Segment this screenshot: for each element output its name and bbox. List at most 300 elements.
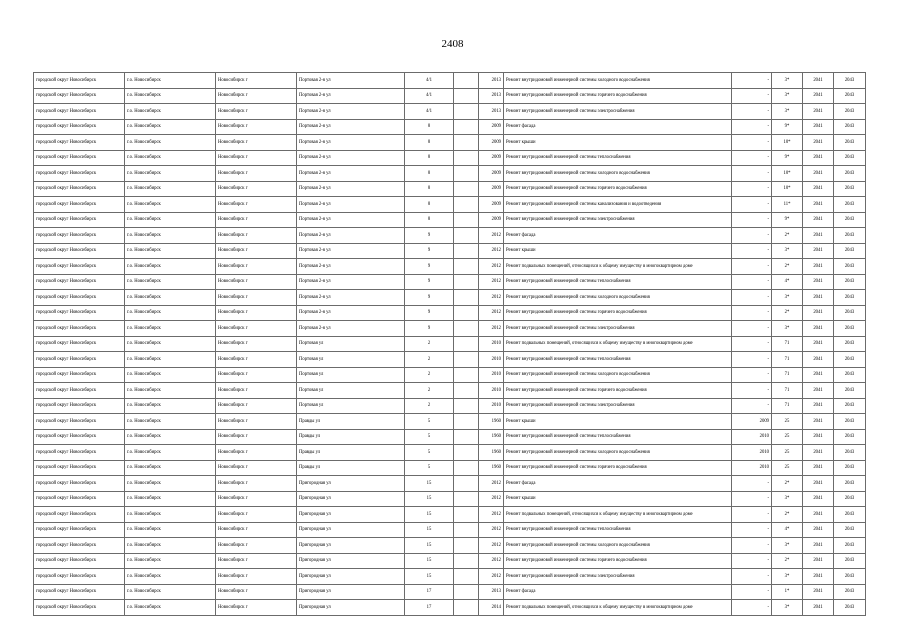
cell-year-built: 2009 bbox=[479, 197, 504, 213]
table-row bbox=[34, 367, 866, 383]
cell-work-type: Ремонт внутридомовой инженерной системы горячего водоснабжения bbox=[504, 383, 732, 399]
table-row bbox=[34, 429, 866, 445]
cell-city: Новосибирск г bbox=[216, 383, 297, 399]
cell-street: Портовая ул bbox=[297, 336, 405, 352]
cell-year-built: 2013 bbox=[479, 73, 504, 89]
cell-city: Новосибирск г bbox=[216, 507, 297, 523]
cell-house: 17 bbox=[405, 600, 454, 616]
cell-wear: 9* bbox=[772, 119, 803, 135]
cell-street: Пригородная ул bbox=[297, 491, 405, 507]
cell-city: Новосибирск г bbox=[216, 290, 297, 306]
cell-district: г.о. Новосибирск bbox=[125, 197, 216, 213]
cell-plan-start-year: 2041 bbox=[803, 150, 834, 166]
table-row bbox=[34, 135, 866, 151]
cell-work-type: Ремонт внутридомовой инженерной системы холодного водоснабжения bbox=[504, 367, 732, 383]
cell-plan-start-year: 2041 bbox=[803, 104, 834, 120]
cell-last-repair-year: - bbox=[732, 600, 772, 616]
cell-district: г.о. Новосибирск bbox=[125, 569, 216, 585]
cell-street: Портовая 2-я ул bbox=[297, 104, 405, 120]
cell-municipality: городской округ Новосибирск bbox=[34, 119, 125, 135]
cell-building bbox=[454, 243, 479, 259]
table-row bbox=[34, 553, 866, 569]
cell-municipality: городской округ Новосибирск bbox=[34, 476, 125, 492]
cell-district: г.о. Новосибирск bbox=[125, 538, 216, 554]
cell-wear: 9* bbox=[772, 212, 803, 228]
cell-work-type: Ремонт внутридомовой инженерной системы холодного водоснабжения bbox=[504, 166, 732, 182]
cell-year-built: 2014 bbox=[479, 600, 504, 616]
cell-municipality: городской округ Новосибирск bbox=[34, 243, 125, 259]
table-row bbox=[34, 584, 866, 600]
cell-last-repair-year: - bbox=[732, 367, 772, 383]
cell-work-type: Ремонт внутридомовой инженерной системы горячего водоснабжения bbox=[504, 305, 732, 321]
table-row bbox=[34, 88, 866, 104]
cell-district: г.о. Новосибирск bbox=[125, 584, 216, 600]
cell-house: 15 bbox=[405, 507, 454, 523]
cell-plan-end-year: 2043 bbox=[834, 538, 866, 554]
cell-street: Портовая ул bbox=[297, 367, 405, 383]
cell-house: 4/1 bbox=[405, 104, 454, 120]
cell-municipality: городской округ Новосибирск bbox=[34, 150, 125, 166]
cell-street: Пригородная ул bbox=[297, 584, 405, 600]
cell-house: 8 bbox=[405, 197, 454, 213]
cell-district: г.о. Новосибирск bbox=[125, 181, 216, 197]
table-row bbox=[34, 336, 866, 352]
cell-wear: 3* bbox=[772, 290, 803, 306]
cell-municipality: городской округ Новосибирск bbox=[34, 336, 125, 352]
cell-city: Новосибирск г bbox=[216, 243, 297, 259]
cell-work-type: Ремонт подвальных помещений, относящихся к общему имуществу в многоквартирном доме bbox=[504, 259, 732, 275]
cell-work-type: Ремонт внутридомовой инженерной системы горячего водоснабжения bbox=[504, 553, 732, 569]
cell-district: г.о. Новосибирск bbox=[125, 383, 216, 399]
cell-year-built: 2009 bbox=[479, 135, 504, 151]
cell-work-type: Ремонт крыши bbox=[504, 135, 732, 151]
cell-street: Портовая 2-я ул bbox=[297, 228, 405, 244]
cell-plan-start-year: 2041 bbox=[803, 553, 834, 569]
cell-building bbox=[454, 73, 479, 89]
cell-year-built: 1960 bbox=[479, 429, 504, 445]
table-row bbox=[34, 305, 866, 321]
cell-last-repair-year: - bbox=[732, 569, 772, 585]
cell-municipality: городской округ Новосибирск bbox=[34, 584, 125, 600]
cell-municipality: городской округ Новосибирск bbox=[34, 553, 125, 569]
cell-plan-end-year: 2043 bbox=[834, 367, 866, 383]
cell-plan-end-year: 2043 bbox=[834, 600, 866, 616]
cell-city: Новосибирск г bbox=[216, 274, 297, 290]
cell-plan-end-year: 2043 bbox=[834, 553, 866, 569]
cell-year-built: 2012 bbox=[479, 243, 504, 259]
cell-plan-end-year: 2043 bbox=[834, 73, 866, 89]
cell-plan-start-year: 2041 bbox=[803, 569, 834, 585]
cell-last-repair-year: - bbox=[732, 522, 772, 538]
table-row bbox=[34, 398, 866, 414]
cell-year-built: 1960 bbox=[479, 445, 504, 461]
cell-wear: 3* bbox=[772, 321, 803, 337]
cell-city: Новосибирск г bbox=[216, 150, 297, 166]
cell-wear: 2* bbox=[772, 507, 803, 523]
cell-street: Портовая 2-я ул bbox=[297, 321, 405, 337]
cell-plan-start-year: 2041 bbox=[803, 305, 834, 321]
cell-year-built: 1960 bbox=[479, 460, 504, 476]
cell-municipality: городской округ Новосибирск bbox=[34, 197, 125, 213]
cell-plan-start-year: 2041 bbox=[803, 367, 834, 383]
cell-wear: 25 bbox=[772, 429, 803, 445]
cell-work-type: Ремонт внутридомовой инженерной системы электроснабжения bbox=[504, 398, 732, 414]
cell-wear: 2* bbox=[772, 259, 803, 275]
cell-plan-end-year: 2043 bbox=[834, 290, 866, 306]
cell-year-built: 2009 bbox=[479, 150, 504, 166]
cell-wear: 71 bbox=[772, 336, 803, 352]
cell-district: г.о. Новосибирск bbox=[125, 290, 216, 306]
cell-last-repair-year: - bbox=[732, 181, 772, 197]
cell-building bbox=[454, 600, 479, 616]
cell-house: 8 bbox=[405, 181, 454, 197]
cell-plan-start-year: 2041 bbox=[803, 584, 834, 600]
cell-plan-start-year: 2041 bbox=[803, 259, 834, 275]
table-row bbox=[34, 73, 866, 89]
cell-plan-end-year: 2043 bbox=[834, 383, 866, 399]
cell-work-type: Ремонт внутридомовой инженерной системы электроснабжения bbox=[504, 212, 732, 228]
cell-plan-start-year: 2041 bbox=[803, 460, 834, 476]
table-row bbox=[34, 538, 866, 554]
table-row bbox=[34, 321, 866, 337]
cell-district: г.о. Новосибирск bbox=[125, 135, 216, 151]
cell-plan-end-year: 2043 bbox=[834, 88, 866, 104]
cell-wear: 4* bbox=[772, 274, 803, 290]
table-row bbox=[34, 274, 866, 290]
cell-wear: 3* bbox=[772, 104, 803, 120]
cell-house: 9 bbox=[405, 243, 454, 259]
cell-year-built: 2013 bbox=[479, 88, 504, 104]
cell-wear: 9* bbox=[772, 150, 803, 166]
table-row bbox=[34, 212, 866, 228]
cell-municipality: городской округ Новосибирск bbox=[34, 305, 125, 321]
cell-district: г.о. Новосибирск bbox=[125, 600, 216, 616]
cell-plan-start-year: 2041 bbox=[803, 476, 834, 492]
cell-plan-end-year: 2043 bbox=[834, 491, 866, 507]
cell-year-built: 2010 bbox=[479, 367, 504, 383]
cell-last-repair-year: - bbox=[732, 166, 772, 182]
cell-plan-start-year: 2041 bbox=[803, 243, 834, 259]
cell-district: г.о. Новосибирск bbox=[125, 88, 216, 104]
cell-last-repair-year: - bbox=[732, 398, 772, 414]
cell-plan-end-year: 2043 bbox=[834, 166, 866, 182]
cell-street: Портовая 2-я ул bbox=[297, 212, 405, 228]
cell-municipality: городской округ Новосибирск bbox=[34, 88, 125, 104]
cell-year-built: 2010 bbox=[479, 336, 504, 352]
cell-building bbox=[454, 460, 479, 476]
cell-district: г.о. Новосибирск bbox=[125, 243, 216, 259]
cell-year-built: 2012 bbox=[479, 259, 504, 275]
cell-street: Пригородная ул bbox=[297, 538, 405, 554]
table-row bbox=[34, 150, 866, 166]
cell-year-built: 2009 bbox=[479, 212, 504, 228]
cell-wear: 25 bbox=[772, 445, 803, 461]
cell-wear: 25 bbox=[772, 414, 803, 430]
cell-building bbox=[454, 584, 479, 600]
cell-plan-start-year: 2041 bbox=[803, 538, 834, 554]
cell-building bbox=[454, 336, 479, 352]
cell-district: г.о. Новосибирск bbox=[125, 445, 216, 461]
cell-municipality: городской округ Новосибирск bbox=[34, 290, 125, 306]
cell-work-type: Ремонт внутридомовой инженерной системы холодного водоснабжения bbox=[504, 73, 732, 89]
cell-street: Портовая 2-я ул bbox=[297, 73, 405, 89]
cell-wear: 3* bbox=[772, 243, 803, 259]
cell-last-repair-year: - bbox=[732, 243, 772, 259]
cell-work-type: Ремонт внутридомовой инженерной системы холодного водоснабжения bbox=[504, 290, 732, 306]
cell-wear: 2* bbox=[772, 228, 803, 244]
cell-city: Новосибирск г bbox=[216, 259, 297, 275]
cell-plan-end-year: 2043 bbox=[834, 119, 866, 135]
cell-year-built: 2009 bbox=[479, 181, 504, 197]
cell-street: Портовая 2-я ул bbox=[297, 119, 405, 135]
cell-district: г.о. Новосибирск bbox=[125, 429, 216, 445]
table-row bbox=[34, 228, 866, 244]
cell-house: 4/1 bbox=[405, 88, 454, 104]
cell-city: Новосибирск г bbox=[216, 553, 297, 569]
cell-city: Новосибирск г bbox=[216, 119, 297, 135]
cell-plan-end-year: 2043 bbox=[834, 212, 866, 228]
cell-city: Новосибирск г bbox=[216, 445, 297, 461]
cell-city: Новосибирск г bbox=[216, 104, 297, 120]
cell-city: Новосибирск г bbox=[216, 212, 297, 228]
cell-building bbox=[454, 197, 479, 213]
cell-plan-start-year: 2041 bbox=[803, 73, 834, 89]
cell-district: г.о. Новосибирск bbox=[125, 367, 216, 383]
cell-street: Правды ул bbox=[297, 460, 405, 476]
cell-building bbox=[454, 321, 479, 337]
cell-street: Портовая ул bbox=[297, 398, 405, 414]
cell-building bbox=[454, 228, 479, 244]
cell-city: Новосибирск г bbox=[216, 414, 297, 430]
cell-plan-end-year: 2043 bbox=[834, 584, 866, 600]
cell-street: Портовая 2-я ул bbox=[297, 197, 405, 213]
cell-street: Пригородная ул bbox=[297, 569, 405, 585]
cell-year-built: 2013 bbox=[479, 584, 504, 600]
cell-city: Новосибирск г bbox=[216, 197, 297, 213]
cell-plan-end-year: 2043 bbox=[834, 476, 866, 492]
cell-building bbox=[454, 445, 479, 461]
cell-house: 9 bbox=[405, 274, 454, 290]
table-body bbox=[34, 73, 866, 616]
cell-street: Правды ул bbox=[297, 445, 405, 461]
cell-street: Портовая ул bbox=[297, 383, 405, 399]
cell-district: г.о. Новосибирск bbox=[125, 150, 216, 166]
cell-work-type: Ремонт крыши bbox=[504, 491, 732, 507]
cell-house: 2 bbox=[405, 383, 454, 399]
cell-wear: 25 bbox=[772, 460, 803, 476]
cell-year-built: 2009 bbox=[479, 166, 504, 182]
table-row bbox=[34, 352, 866, 368]
cell-last-repair-year: - bbox=[732, 73, 772, 89]
cell-street: Пригородная ул bbox=[297, 476, 405, 492]
cell-plan-start-year: 2041 bbox=[803, 336, 834, 352]
cell-municipality: городской округ Новосибирск bbox=[34, 460, 125, 476]
cell-building bbox=[454, 104, 479, 120]
cell-building bbox=[454, 274, 479, 290]
cell-street: Пригородная ул bbox=[297, 522, 405, 538]
cell-city: Новосибирск г bbox=[216, 600, 297, 616]
cell-building bbox=[454, 305, 479, 321]
cell-municipality: городской округ Новосибирск bbox=[34, 73, 125, 89]
cell-street: Портовая 2-я ул bbox=[297, 274, 405, 290]
cell-year-built: 2010 bbox=[479, 398, 504, 414]
cell-last-repair-year: - bbox=[732, 119, 772, 135]
cell-work-type: Ремонт внутридомовой инженерной системы холодного водоснабжения bbox=[504, 445, 732, 461]
cell-plan-end-year: 2043 bbox=[834, 336, 866, 352]
cell-house: 17 bbox=[405, 584, 454, 600]
cell-municipality: городской округ Новосибирск bbox=[34, 383, 125, 399]
cell-plan-end-year: 2043 bbox=[834, 274, 866, 290]
cell-work-type: Ремонт фасада bbox=[504, 476, 732, 492]
cell-wear: 71 bbox=[772, 367, 803, 383]
cell-municipality: городской округ Новосибирск bbox=[34, 507, 125, 523]
cell-street: Пригородная ул bbox=[297, 507, 405, 523]
cell-plan-end-year: 2043 bbox=[834, 445, 866, 461]
cell-street: Портовая 2-я ул bbox=[297, 150, 405, 166]
cell-work-type: Ремонт крыши bbox=[504, 414, 732, 430]
cell-last-repair-year: - bbox=[732, 491, 772, 507]
cell-district: г.о. Новосибирск bbox=[125, 352, 216, 368]
cell-wear: 1* bbox=[772, 584, 803, 600]
cell-last-repair-year: - bbox=[732, 476, 772, 492]
table-row bbox=[34, 414, 866, 430]
cell-municipality: городской округ Новосибирск bbox=[34, 166, 125, 182]
cell-plan-start-year: 2041 bbox=[803, 290, 834, 306]
cell-house: 8 bbox=[405, 135, 454, 151]
cell-year-built: 2012 bbox=[479, 476, 504, 492]
cell-house: 15 bbox=[405, 476, 454, 492]
cell-building bbox=[454, 259, 479, 275]
cell-work-type: Ремонт крыши bbox=[504, 243, 732, 259]
cell-work-type: Ремонт фасада bbox=[504, 119, 732, 135]
cell-house: 4/1 bbox=[405, 73, 454, 89]
cell-city: Новосибирск г bbox=[216, 305, 297, 321]
cell-plan-end-year: 2043 bbox=[834, 352, 866, 368]
cell-plan-start-year: 2041 bbox=[803, 383, 834, 399]
cell-municipality: городской округ Новосибирск bbox=[34, 398, 125, 414]
table-row bbox=[34, 522, 866, 538]
cell-plan-start-year: 2041 bbox=[803, 181, 834, 197]
cell-last-repair-year: 2010 bbox=[732, 460, 772, 476]
cell-building bbox=[454, 290, 479, 306]
cell-district: г.о. Новосибирск bbox=[125, 104, 216, 120]
cell-municipality: городской округ Новосибирск bbox=[34, 181, 125, 197]
cell-street: Портовая 2-я ул bbox=[297, 135, 405, 151]
cell-street: Правды ул bbox=[297, 429, 405, 445]
cell-municipality: городской округ Новосибирск bbox=[34, 104, 125, 120]
cell-plan-start-year: 2041 bbox=[803, 445, 834, 461]
cell-plan-start-year: 2041 bbox=[803, 274, 834, 290]
cell-building bbox=[454, 414, 479, 430]
cell-plan-start-year: 2041 bbox=[803, 491, 834, 507]
cell-wear: 3* bbox=[772, 538, 803, 554]
cell-wear: 3* bbox=[772, 569, 803, 585]
cell-last-repair-year: - bbox=[732, 352, 772, 368]
cell-work-type: Ремонт подвальных помещений, относящихся к общему имуществу в многоквартирном доме bbox=[504, 336, 732, 352]
cell-district: г.о. Новосибирск bbox=[125, 259, 216, 275]
cell-plan-end-year: 2043 bbox=[834, 228, 866, 244]
cell-building bbox=[454, 88, 479, 104]
cell-house: 15 bbox=[405, 569, 454, 585]
cell-plan-start-year: 2041 bbox=[803, 321, 834, 337]
cell-wear: 10* bbox=[772, 135, 803, 151]
cell-work-type: Ремонт подвальных помещений, относящихся к общему имуществу в многоквартирном доме bbox=[504, 507, 732, 523]
cell-city: Новосибирск г bbox=[216, 569, 297, 585]
cell-work-type: Ремонт внутридомовой инженерной системы теплоснабжения bbox=[504, 352, 732, 368]
cell-building bbox=[454, 476, 479, 492]
cell-building bbox=[454, 429, 479, 445]
cell-house: 5 bbox=[405, 460, 454, 476]
cell-district: г.о. Новосибирск bbox=[125, 336, 216, 352]
cell-city: Новосибирск г bbox=[216, 181, 297, 197]
cell-plan-start-year: 2041 bbox=[803, 398, 834, 414]
cell-district: г.о. Новосибирск bbox=[125, 476, 216, 492]
cell-city: Новосибирск г bbox=[216, 460, 297, 476]
cell-plan-start-year: 2041 bbox=[803, 119, 834, 135]
cell-building bbox=[454, 553, 479, 569]
cell-year-built: 2012 bbox=[479, 522, 504, 538]
cell-year-built: 2012 bbox=[479, 553, 504, 569]
cell-district: г.о. Новосибирск bbox=[125, 305, 216, 321]
cell-house: 9 bbox=[405, 259, 454, 275]
cell-city: Новосибирск г bbox=[216, 367, 297, 383]
cell-house: 15 bbox=[405, 491, 454, 507]
cell-city: Новосибирск г bbox=[216, 398, 297, 414]
cell-city: Новосибирск г bbox=[216, 491, 297, 507]
cell-city: Новосибирск г bbox=[216, 228, 297, 244]
cell-street: Портовая ул bbox=[297, 352, 405, 368]
cell-year-built: 2012 bbox=[479, 538, 504, 554]
cell-plan-start-year: 2041 bbox=[803, 429, 834, 445]
cell-street: Правды ул bbox=[297, 414, 405, 430]
cell-plan-start-year: 2041 bbox=[803, 88, 834, 104]
cell-wear: 71 bbox=[772, 398, 803, 414]
cell-city: Новосибирск г bbox=[216, 321, 297, 337]
cell-last-repair-year: - bbox=[732, 135, 772, 151]
cell-city: Новосибирск г bbox=[216, 584, 297, 600]
cell-last-repair-year: - bbox=[732, 150, 772, 166]
cell-last-repair-year: - bbox=[732, 383, 772, 399]
cell-last-repair-year: - bbox=[732, 553, 772, 569]
cell-last-repair-year: - bbox=[732, 336, 772, 352]
cell-plan-start-year: 2041 bbox=[803, 166, 834, 182]
cell-city: Новосибирск г bbox=[216, 476, 297, 492]
cell-house: 2 bbox=[405, 352, 454, 368]
cell-district: г.о. Новосибирск bbox=[125, 460, 216, 476]
cell-house: 5 bbox=[405, 445, 454, 461]
cell-house: 2 bbox=[405, 336, 454, 352]
cell-wear: 3* bbox=[772, 73, 803, 89]
cell-house: 8 bbox=[405, 212, 454, 228]
cell-district: г.о. Новосибирск bbox=[125, 228, 216, 244]
cell-house: 8 bbox=[405, 150, 454, 166]
cell-street: Портовая 2-я ул bbox=[297, 243, 405, 259]
cell-plan-end-year: 2043 bbox=[834, 243, 866, 259]
cell-street: Портовая 2-я ул bbox=[297, 305, 405, 321]
table-row bbox=[34, 569, 866, 585]
cell-wear: 2* bbox=[772, 553, 803, 569]
cell-city: Новосибирск г bbox=[216, 88, 297, 104]
cell-building bbox=[454, 352, 479, 368]
cell-plan-end-year: 2043 bbox=[834, 305, 866, 321]
cell-wear: 4* bbox=[772, 522, 803, 538]
table-row bbox=[34, 460, 866, 476]
cell-house: 9 bbox=[405, 290, 454, 306]
cell-wear: 2* bbox=[772, 305, 803, 321]
cell-building bbox=[454, 212, 479, 228]
cell-municipality: городской округ Новосибирск bbox=[34, 445, 125, 461]
cell-last-repair-year: - bbox=[732, 321, 772, 337]
